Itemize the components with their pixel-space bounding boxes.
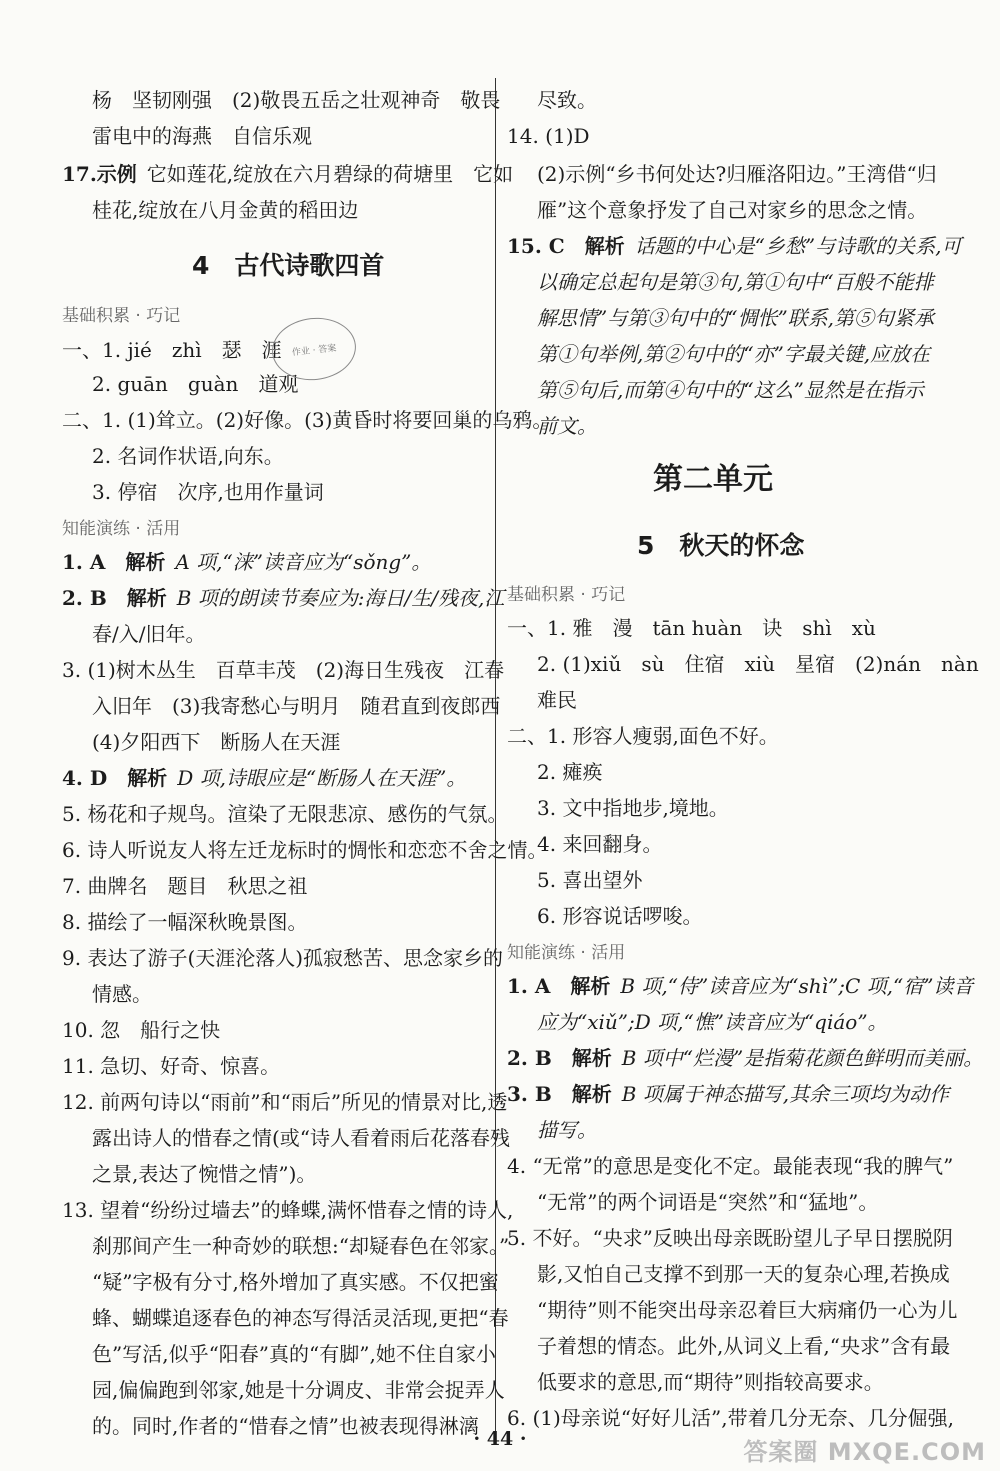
analysis-label: 解析 bbox=[570, 974, 611, 998]
text-line: “期待”则不能突出母亲忍着巨大病痛仍一心为儿 bbox=[537, 1298, 958, 1322]
text-line: 2. (1)xiǔ sù 住宿 xiù 星宿 (2)nán nàn bbox=[537, 652, 979, 676]
text-line: 2. 名词作状语,向东。 bbox=[92, 444, 284, 468]
text-line: 子着想的情态。此外,从词义上看,“央求”含有最 bbox=[537, 1334, 951, 1358]
section-tag: 基础积累 · 巧记 bbox=[507, 585, 626, 605]
answer-1 bbox=[62, 548, 431, 576]
text-line: 露出诗人的惜春之情(或“诗人看着雨后花落春残 bbox=[92, 1126, 511, 1150]
text-line: 刹那间产生一种奇妙的联想:“却疑春色在邻家。” bbox=[92, 1234, 510, 1258]
text-line: 2. 瘫痪 bbox=[537, 760, 603, 784]
section-tag: 知能演练 · 活用 bbox=[507, 943, 626, 963]
watermark-logo: 答案圈 MXQE.COM bbox=[743, 1438, 986, 1466]
analysis-text: B 项,“侍”读音应为“shì”;C 项,“宿”读音 bbox=[620, 974, 974, 998]
answer-number: 2. B bbox=[507, 1046, 552, 1070]
answer-15 bbox=[507, 232, 962, 260]
text-line: 7. 曲牌名 题目 秋思之祖 bbox=[62, 874, 308, 898]
text-line: 13. 望着“纷纷过墙去”的蜂蝶,满怀惜春之情的诗人, bbox=[62, 1198, 514, 1222]
text-line: 二、1. (1)耸立。(2)好像。(3)黄昏时将要回巢的乌鸦。 bbox=[62, 408, 553, 432]
text-line: 一、1. 雅 漫 tān huàn 诀 shì xù bbox=[507, 616, 876, 640]
text-line: 6. 诗人听说友人将左迁龙标时的惆怅和恋恋不舍之情。 bbox=[62, 838, 548, 862]
text-line: 解思情”与第③句中的“惆怅”联系,第⑤句紧承 bbox=[537, 306, 935, 330]
text-line: 的。同时,作者的“惜春之情”也被表现得淋漓 bbox=[92, 1414, 479, 1438]
text-line: 11. 急切、好奇、惊喜。 bbox=[62, 1054, 281, 1078]
example-label: 示例 bbox=[96, 162, 137, 186]
answer-1 bbox=[507, 972, 973, 1000]
section-tag: 知能演练 · 活用 bbox=[62, 519, 181, 539]
text-line: 雷电中的海燕 自信乐观 bbox=[92, 124, 312, 148]
text-line: 第⑤句后,而第④句中的“这么”显然是在指示 bbox=[537, 378, 924, 402]
section-title-5: 5 秋天的怀念 bbox=[637, 531, 805, 560]
text-line: 4. “无常”的意思是变化不定。最能表现“我的脾气” bbox=[507, 1154, 954, 1178]
text-line: 难民 bbox=[537, 688, 577, 712]
analysis-label: 解析 bbox=[584, 234, 625, 258]
analysis-label: 解析 bbox=[571, 1046, 612, 1070]
answer-number: 1. A bbox=[62, 550, 106, 574]
text-line: 5. 杨花和子规鸟。渲染了无限悲凉、感伤的气氛。 bbox=[62, 802, 508, 826]
text-line: 雁”这个意象抒发了自己对家乡的思念之情。 bbox=[537, 198, 928, 222]
text-line: 5. 喜出望外 bbox=[537, 868, 643, 892]
text-line: 14. (1)D bbox=[507, 124, 590, 148]
answer-number: 15. C bbox=[507, 234, 565, 258]
stamp-text: 作业 · 答案 bbox=[291, 343, 337, 358]
text-line: 一、1. jié zhì 瑟 涯 bbox=[62, 338, 282, 362]
text-line: 尽致。 bbox=[537, 88, 597, 112]
text-line: 3. (1)树木丛生 百草丰茂 (2)海日生残夜 江春 bbox=[62, 658, 505, 682]
text-line: 第①句举例,第②句中的“亦”字最关键,应放在 bbox=[537, 342, 931, 366]
text-line: 3. 文中指地步,境地。 bbox=[537, 796, 729, 820]
answer-number: 3. B bbox=[507, 1082, 552, 1106]
text-line: 描写。 bbox=[537, 1118, 597, 1142]
answer-number: 2. B bbox=[62, 586, 107, 610]
analysis-label: 解析 bbox=[127, 766, 168, 790]
text-line: 应为“xiǔ”;D 项,“憔”读音应为“qiáo”。 bbox=[537, 1010, 888, 1034]
answer-2 bbox=[507, 1044, 983, 1072]
text-line: 杨 坚韧刚强 (2)敬畏五岳之壮观神奇 敬畏 bbox=[92, 88, 501, 112]
text-line: 之景,表达了惋惜之情”)。 bbox=[92, 1162, 317, 1186]
analysis-text: 话题的中心是“乡愁”与诗歌的关系,可 bbox=[634, 234, 962, 258]
text-line: (4)夕阳西下 断肠人在天涯 bbox=[92, 730, 341, 754]
text-line: 2. guān guàn 道观 bbox=[92, 372, 299, 396]
analysis-label: 解析 bbox=[571, 1082, 612, 1106]
text-line: 12. 前两句诗以“雨前”和“雨后”所见的情景对比,透 bbox=[62, 1090, 508, 1114]
text-line: 春/入/旧年。 bbox=[92, 622, 206, 646]
unit-title: 第二单元 bbox=[653, 462, 773, 497]
analysis-text: B 项中“烂漫”是指菊花颜色鲜明而美丽。 bbox=[621, 1046, 984, 1070]
answer-3 bbox=[507, 1080, 949, 1108]
answer-number: 4. D bbox=[62, 766, 108, 790]
text-line: (2)示例“乡书何处达?归雁洛阳边。”王湾借“归 bbox=[537, 162, 937, 186]
text-line: 5. 不好。“央求”反映出母亲既盼望儿子早日摆脱阴 bbox=[507, 1226, 953, 1250]
text-line: 8. 描绘了一幅深秋晚景图。 bbox=[62, 910, 308, 934]
section-title-4: 4 古代诗歌四首 bbox=[192, 251, 385, 280]
text-line: “无常”的两个词语是“突然”和“猛地”。 bbox=[537, 1190, 879, 1214]
text-line: 4. 来回翻身。 bbox=[537, 832, 663, 856]
section-tag: 基础积累 · 巧记 bbox=[62, 306, 181, 326]
text-line: 园,偏偏跑到邻家,她是十分调皮、非常会捉弄人 bbox=[92, 1378, 505, 1402]
text-line: 桂花,绽放在八月金黄的稻田边 bbox=[92, 198, 359, 222]
text-line: 6. 形容说话啰唆。 bbox=[537, 904, 703, 928]
text-line: 3. 停宿 次序,也用作量词 bbox=[92, 480, 324, 504]
analysis-label: 解析 bbox=[125, 550, 166, 574]
page-number: · 44 · bbox=[473, 1428, 527, 1450]
text-line: 二、1. 形容人瘦弱,面色不好。 bbox=[507, 724, 779, 748]
answer-2 bbox=[62, 584, 504, 612]
text-line: “疑”字极有分寸,格外增加了真实感。不仅把蜜 bbox=[92, 1270, 499, 1294]
answer-4 bbox=[62, 764, 466, 792]
text-line: 前文。 bbox=[537, 414, 597, 438]
answer-text: 它如莲花,绽放在六月碧绿的荷塘里 它如 bbox=[146, 162, 514, 186]
answer-17 bbox=[62, 160, 513, 188]
text-line: 入旧年 (3)我寄愁心与明月 随君直到夜郎西 bbox=[92, 694, 501, 718]
analysis-label: 解析 bbox=[126, 586, 167, 610]
text-line: 色”写活,似乎“阳春”真的“有脚”,她不住自家小 bbox=[92, 1342, 496, 1366]
text-line: 10. 忽 船行之快 bbox=[62, 1018, 221, 1042]
text-line: 以确定总起句是第③句,第①句中“百般不能排 bbox=[537, 270, 934, 294]
text-line: 9. 表达了游子(天涯沦落人)孤寂愁苦、思念家乡的 bbox=[62, 946, 504, 970]
text-line: 6. (1)母亲说“好好儿活”,带着几分无奈、几分倔强, bbox=[507, 1406, 954, 1430]
answer-number: 1. A bbox=[507, 974, 551, 998]
analysis-text: B 项属于神态描写,其余三项均为动作 bbox=[621, 1082, 950, 1106]
text-line: 情感。 bbox=[92, 982, 152, 1006]
answer-number: 17. bbox=[62, 162, 97, 186]
text-line: 影,又怕自己支撑不到那一天的复杂心理,若换成 bbox=[537, 1262, 950, 1286]
text-line: 低要求的意思,而“期待”则指较高要求。 bbox=[537, 1370, 884, 1394]
analysis-text: A 项,“涞”读音应为“sǒng”。 bbox=[175, 550, 432, 574]
analysis-text: B 项的朗读节奏应为:海日/生/残夜,江 bbox=[176, 586, 505, 610]
text-line: 蜂、蝴蝶追逐春色的神态写得活灵活现,更把“春 bbox=[92, 1306, 509, 1330]
analysis-text: D 项,诗眼应是“断肠人在天涯”。 bbox=[177, 766, 467, 790]
